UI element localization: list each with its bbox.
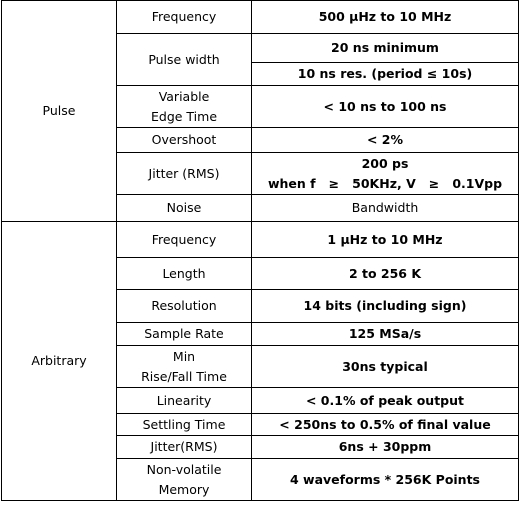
- param-value: 2 to 256 K: [252, 258, 519, 290]
- param-label-line: Memory: [158, 481, 210, 497]
- param-label: Jitter (RMS): [117, 153, 252, 195]
- table-row: [2, 222, 519, 258]
- param-label-line: Min: [172, 348, 196, 364]
- param-label: Frequency: [117, 222, 252, 258]
- param-label-line: Rise/Fall Time: [141, 368, 227, 384]
- spec-table: [1, 0, 519, 501]
- param-value: 10 ns res. (period ≤ 10s): [252, 63, 519, 86]
- param-value: 30ns typical: [252, 346, 519, 388]
- param-label-line: Non-volatile: [146, 461, 222, 477]
- param-value: 4 waveforms * 256K Points: [252, 459, 519, 501]
- param-value: < 2%: [252, 128, 519, 153]
- param-label-line: Variable: [158, 88, 210, 104]
- param-label: Jitter(RMS): [117, 436, 252, 459]
- table-row: [2, 1, 519, 34]
- param-label: Frequency: [117, 1, 252, 34]
- group-arbitrary: Arbitrary: [2, 222, 117, 501]
- param-label: [117, 86, 252, 128]
- param-value: 6ns + 30ppm: [252, 436, 519, 459]
- group-noise: Noise: [117, 195, 252, 222]
- param-value: 1 µHz to 10 MHz: [252, 222, 519, 258]
- param-value: 20 ns minimum: [252, 34, 519, 63]
- param-label-line: Edge Time: [150, 108, 218, 124]
- param-label: [117, 346, 252, 388]
- param-value: [252, 153, 519, 195]
- param-value: < 0.1% of peak output: [252, 388, 519, 414]
- param-label: Length: [117, 258, 252, 290]
- param-value: < 10 ns to 100 ns: [252, 86, 519, 128]
- param-label: [117, 459, 252, 501]
- param-value: 500 µHz to 10 MHz: [252, 1, 519, 34]
- param-label: Pulse width: [117, 34, 252, 86]
- param-value: 125 MSa/s: [252, 323, 519, 346]
- param-label: Bandwidth: [252, 195, 519, 222]
- param-label: Settling Time: [117, 414, 252, 436]
- param-value: < 250ns to 0.5% of final value: [252, 414, 519, 436]
- param-label: Overshoot: [117, 128, 252, 153]
- param-value-line: 200 ps: [361, 155, 409, 171]
- group-pulse: Pulse: [2, 1, 117, 222]
- param-label: Sample Rate: [117, 323, 252, 346]
- param-value-line: when f ≥ 50KHz, V ≥ 0.1Vpp: [267, 175, 503, 191]
- param-label: Linearity: [117, 388, 252, 414]
- param-label: Resolution: [117, 290, 252, 323]
- param-value: 14 bits (including sign): [252, 290, 519, 323]
